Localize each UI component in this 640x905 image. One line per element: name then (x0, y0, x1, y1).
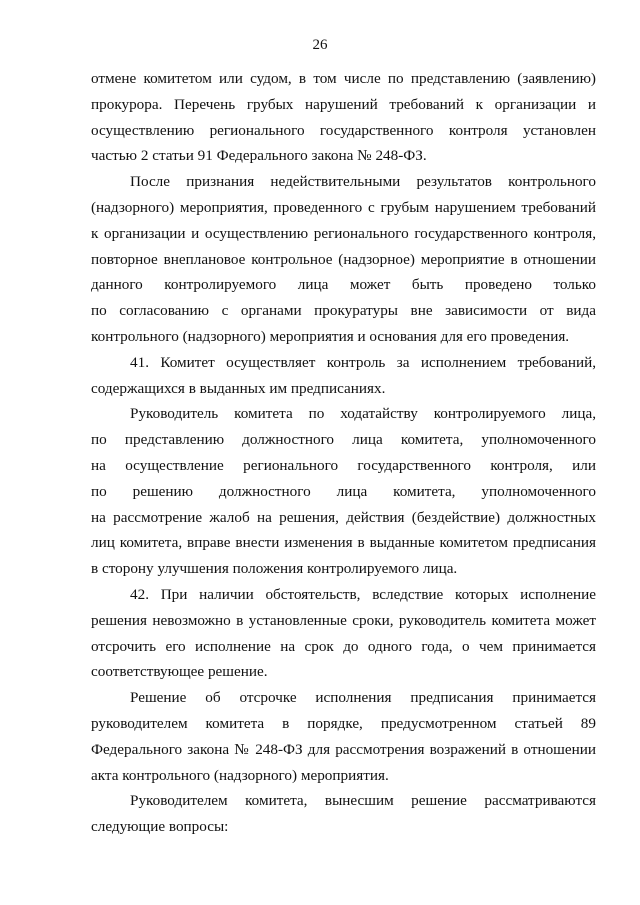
text-line: содержащихся в выданных им предписаниях. (91, 379, 386, 397)
text-line: отсрочить его исполнение на срок до одного года, о чем принимается (91, 637, 596, 655)
text-line: по решению должностного лица комитета, уполномоченного (91, 482, 596, 500)
text-line: (надзорного) мероприятия, проведенного с грубым нарушением требований (91, 199, 596, 216)
text-line: отмене комитетом или судом, в том числе по представлению (заявлению) (91, 70, 596, 87)
text-line: в сторону улучшения положения контролируемого лица. (91, 560, 458, 578)
text-line: акта контрольного (надзорного) мероприятия. (91, 766, 389, 784)
text-line: по согласованию с органами прокуратуры вне зависимости от вида (91, 302, 596, 320)
text-line: по представлению должностного лица комитета, уполномоченного (91, 431, 596, 449)
text-line: на рассмотрение жалоб на решения, действия (бездействие) должностных (91, 508, 596, 526)
paragraph-first-line: Руководителем комитета, вынесшим решение рассматриваются (130, 792, 596, 810)
text-line: контрольного (надзорного) мероприятия и основания для его проведения. (91, 328, 570, 345)
text-line: к организации и осуществлению регионального государственного контроля, (91, 224, 596, 242)
text-line: лиц комитета, вправе внести изменения в выданные комитетом предписания (91, 534, 596, 552)
text-line: руководителем комитета в порядке, предусмотренном статьей 89 (91, 715, 596, 732)
text-line: данного контролируемого лица может быть проведено только (91, 276, 596, 294)
paragraph-first-line: 42. При наличии обстоятельств, вследствие которых исполнение (130, 586, 596, 603)
text-line: прокурора. Перечень грубых нарушений требований к организации и (91, 95, 596, 113)
page-number: 26 (312, 37, 328, 53)
text-line: осуществлению регионального государственного контроля установлен (91, 121, 596, 139)
text-line: повторное внеплановое контрольное (надзорное) мероприятие в отношении (91, 250, 596, 268)
paragraph-first-line: Решение об отсрочке исполнения предписания принимается (130, 689, 596, 707)
text-line: соответствующее решение. (91, 663, 268, 681)
text-line: решения невозможно в установленные сроки, руководитель комитета может (91, 611, 596, 629)
text-line: Федерального закона № 248-ФЗ для рассмотрения возражений в отношении (91, 740, 596, 758)
paragraph-first-line: 41. Комитет осуществляет контроль за исполнением требований, (130, 353, 596, 371)
text-line: частью 2 статьи 91 Федерального закона № 248-ФЗ. (91, 147, 427, 165)
paragraph-first-line: После признания недействительными результатов контрольного (130, 173, 596, 191)
text-line: следующие вопросы: (91, 818, 229, 836)
paragraph-first-line: Руководитель комитета по ходатайству контролируемого лица, (130, 405, 596, 423)
text-line: на осуществление регионального государственного контроля, или (91, 457, 596, 474)
